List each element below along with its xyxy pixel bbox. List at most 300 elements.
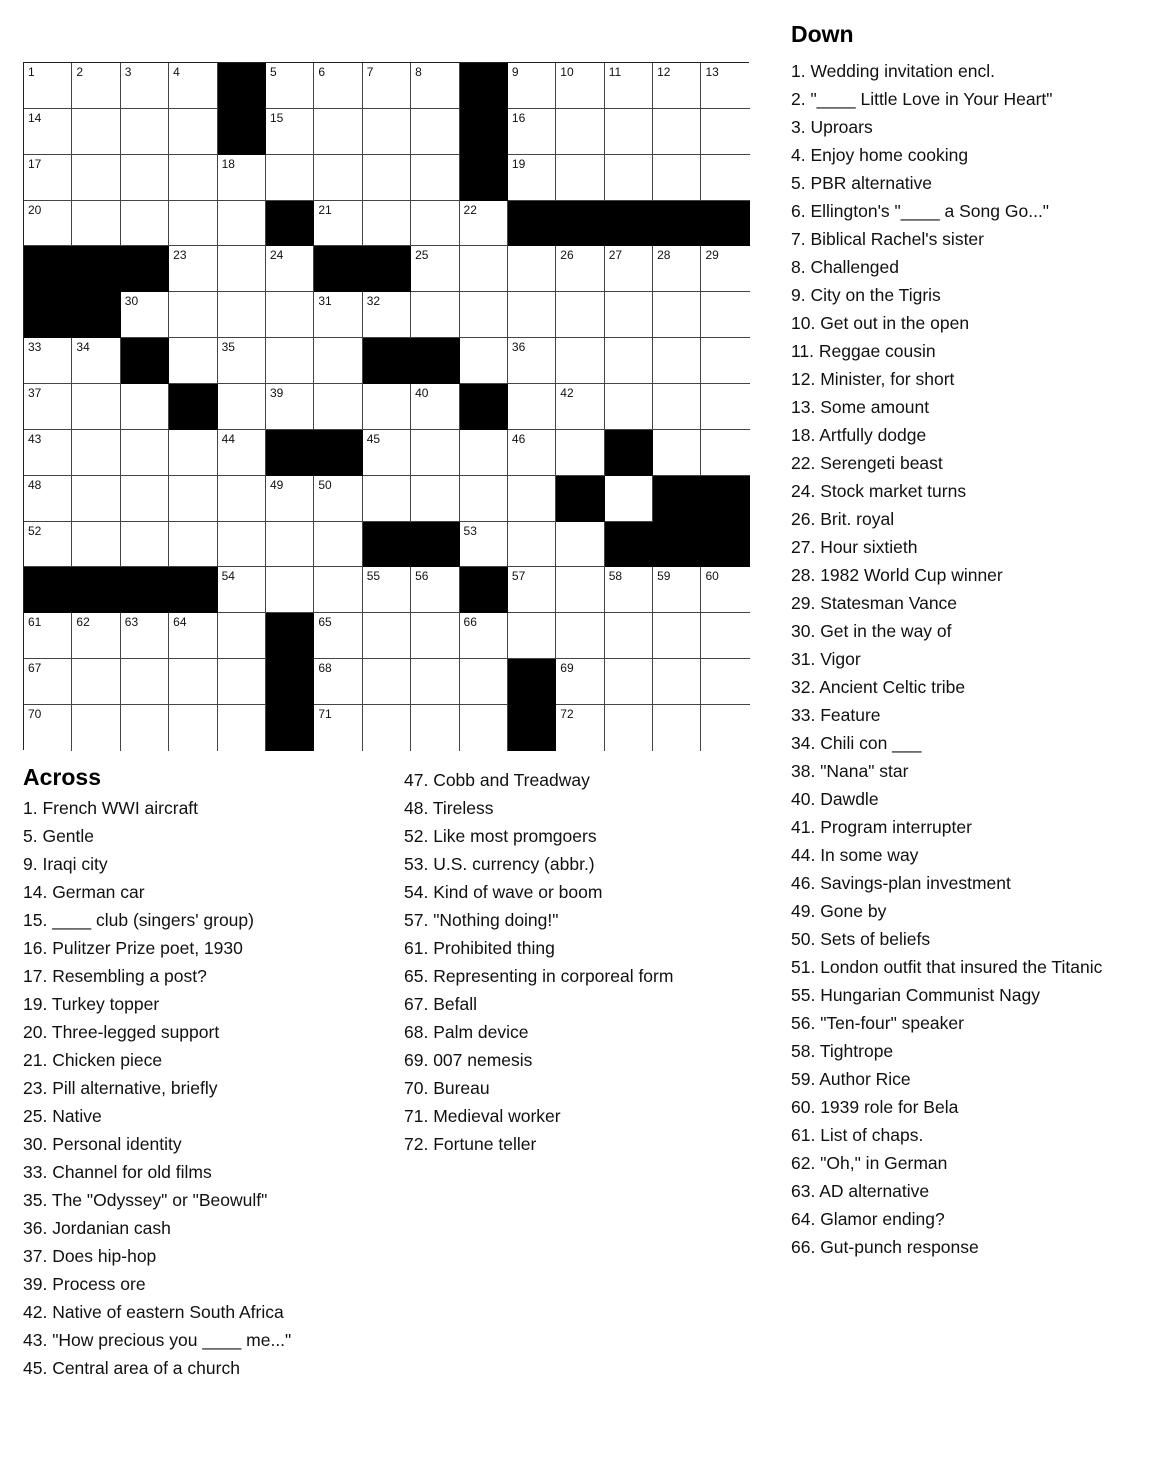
clue-item: 5. Gentle bbox=[23, 826, 95, 846]
clue-item: 24. Stock market turns bbox=[791, 481, 967, 501]
grid-cell[interactable] bbox=[314, 292, 362, 338]
grid-cell[interactable] bbox=[169, 613, 217, 659]
grid-cell[interactable] bbox=[508, 63, 556, 109]
grid-cell[interactable] bbox=[266, 292, 314, 338]
grid-cell[interactable] bbox=[121, 63, 169, 109]
grid-cell[interactable] bbox=[556, 659, 604, 705]
cell-number: 26 bbox=[560, 248, 574, 263]
grid-cell[interactable] bbox=[460, 292, 508, 338]
cell-number: 19 bbox=[511, 156, 526, 171]
grid-cell[interactable] bbox=[24, 705, 72, 751]
grid-cell[interactable] bbox=[556, 705, 604, 751]
grid-cell[interactable] bbox=[314, 522, 362, 568]
grid-cell[interactable] bbox=[508, 522, 556, 568]
clue-item: 45. Central area of a church bbox=[23, 1358, 240, 1378]
grid-cell[interactable] bbox=[72, 705, 120, 751]
grid-block-cell bbox=[653, 476, 701, 522]
grid-block-cell bbox=[24, 292, 72, 338]
clue-item: 11. Reggae cousin bbox=[791, 341, 936, 361]
clue-item: 19. Turkey topper bbox=[23, 994, 160, 1014]
grid-cell[interactable] bbox=[411, 705, 459, 751]
cell-number: 52 bbox=[28, 523, 42, 538]
grid-block-cell bbox=[460, 155, 508, 201]
clue-item: 44. In some way bbox=[791, 845, 919, 865]
clue-item: 13. Some amount bbox=[791, 397, 930, 417]
clue-item: 33. Feature bbox=[791, 705, 881, 725]
cell-number: 57 bbox=[511, 569, 526, 584]
grid-cell[interactable] bbox=[653, 659, 701, 705]
grid-cell[interactable] bbox=[556, 567, 604, 613]
grid-cell[interactable] bbox=[411, 430, 459, 476]
grid-cell[interactable] bbox=[508, 567, 556, 613]
grid-cell[interactable] bbox=[314, 659, 362, 705]
grid-block-cell bbox=[314, 430, 362, 476]
grid-cell[interactable] bbox=[411, 613, 459, 659]
grid-cell[interactable] bbox=[653, 567, 701, 613]
clue-item: 56. "Ten-four" speaker bbox=[791, 1013, 964, 1033]
grid-cell[interactable] bbox=[169, 705, 217, 751]
grid-cell[interactable] bbox=[121, 659, 169, 705]
grid-cell[interactable] bbox=[169, 338, 217, 384]
grid-cell[interactable] bbox=[218, 613, 266, 659]
cell-number: 1 bbox=[28, 65, 35, 79]
grid-cell[interactable] bbox=[218, 201, 266, 247]
grid-cell[interactable] bbox=[266, 155, 314, 201]
grid-cell[interactable] bbox=[314, 705, 362, 751]
clue-item: 40. Dawdle bbox=[791, 789, 879, 809]
cell-number: 64 bbox=[173, 615, 187, 630]
grid-cell[interactable] bbox=[121, 384, 169, 430]
grid-cell[interactable] bbox=[701, 430, 749, 476]
grid-cell[interactable] bbox=[363, 201, 411, 247]
clue-item: 60. 1939 role for Bela bbox=[791, 1097, 959, 1117]
grid-cell[interactable] bbox=[508, 430, 556, 476]
grid-cell[interactable] bbox=[72, 522, 120, 568]
across-clues-column-1 bbox=[23, 794, 291, 1382]
grid-cell[interactable] bbox=[314, 384, 362, 430]
cell-number: 60 bbox=[705, 569, 719, 584]
grid-cell[interactable] bbox=[701, 384, 749, 430]
grid-block-cell bbox=[218, 63, 266, 109]
cell-number: 17 bbox=[28, 156, 42, 171]
grid-block-cell bbox=[508, 705, 556, 751]
grid-cell[interactable] bbox=[121, 109, 169, 155]
cell-number: 35 bbox=[221, 340, 235, 355]
grid-cell[interactable] bbox=[508, 109, 556, 155]
grid-cell[interactable] bbox=[556, 109, 604, 155]
grid-cell[interactable] bbox=[363, 705, 411, 751]
grid-cell[interactable] bbox=[411, 63, 459, 109]
grid-cell[interactable] bbox=[605, 292, 653, 338]
grid-cell[interactable] bbox=[363, 613, 411, 659]
grid-cell[interactable] bbox=[653, 384, 701, 430]
clue-item: 28. 1982 World Cup winner bbox=[791, 565, 1003, 585]
grid-cell[interactable] bbox=[314, 476, 362, 522]
grid-cell[interactable] bbox=[605, 567, 653, 613]
grid-cell[interactable] bbox=[121, 522, 169, 568]
grid-cell[interactable] bbox=[218, 384, 266, 430]
cell-number: 32 bbox=[366, 294, 381, 309]
grid-cell[interactable] bbox=[460, 705, 508, 751]
cell-number: 71 bbox=[318, 707, 332, 722]
grid-cell[interactable] bbox=[169, 63, 217, 109]
grid-cell[interactable] bbox=[266, 246, 314, 292]
clue-item: 70. Bureau bbox=[404, 1078, 490, 1098]
grid-cell[interactable] bbox=[701, 155, 749, 201]
grid-cell[interactable] bbox=[72, 201, 120, 247]
grid-cell[interactable] bbox=[314, 109, 362, 155]
grid-cell[interactable] bbox=[24, 338, 72, 384]
clue-item: 16. Pulitzer Prize poet, 1930 bbox=[23, 938, 243, 958]
grid-cell[interactable] bbox=[218, 659, 266, 705]
grid-cell[interactable] bbox=[411, 155, 459, 201]
grid-cell[interactable] bbox=[411, 109, 459, 155]
grid-cell[interactable] bbox=[121, 430, 169, 476]
puzzle-title-cropped bbox=[30, 30, 410, 46]
grid-cell[interactable] bbox=[411, 567, 459, 613]
grid-block-cell bbox=[266, 430, 314, 476]
cell-number: 33 bbox=[28, 340, 42, 355]
grid-cell[interactable] bbox=[701, 705, 749, 751]
grid-cell[interactable] bbox=[121, 613, 169, 659]
grid-cell[interactable] bbox=[24, 522, 72, 568]
grid-cell[interactable] bbox=[169, 476, 217, 522]
grid-cell[interactable] bbox=[314, 155, 362, 201]
grid-cell[interactable] bbox=[556, 430, 604, 476]
grid-cell[interactable] bbox=[169, 155, 217, 201]
cell-number: 11 bbox=[608, 65, 622, 79]
grid-cell[interactable] bbox=[508, 338, 556, 384]
grid-cell[interactable] bbox=[218, 705, 266, 751]
cell-number: 7 bbox=[366, 65, 374, 79]
grid-cell[interactable] bbox=[266, 384, 314, 430]
grid-cell[interactable] bbox=[24, 384, 72, 430]
grid-block-cell bbox=[266, 705, 314, 751]
grid-cell[interactable] bbox=[218, 522, 266, 568]
grid-cell[interactable] bbox=[605, 384, 653, 430]
grid-cell[interactable] bbox=[169, 201, 217, 247]
grid-block-cell bbox=[411, 522, 459, 568]
grid-cell[interactable] bbox=[556, 292, 604, 338]
grid-cell[interactable] bbox=[24, 613, 72, 659]
grid-cell[interactable] bbox=[653, 63, 701, 109]
cell-number: 28 bbox=[657, 248, 671, 263]
cell-number: 50 bbox=[318, 477, 332, 492]
clue-item: 22. Serengeti beast bbox=[791, 453, 943, 473]
cell-number: 46 bbox=[511, 431, 526, 446]
cell-number: 8 bbox=[415, 65, 422, 79]
clue-item: 35. The "Odyssey" or "Beowulf" bbox=[23, 1190, 268, 1210]
grid-cell[interactable] bbox=[653, 613, 701, 659]
grid-cell[interactable] bbox=[72, 430, 120, 476]
clue-item: 2. "____ Little Love in Your Heart" bbox=[791, 89, 1053, 109]
clue-item: 69. 007 nemesis bbox=[404, 1050, 533, 1070]
grid-cell[interactable] bbox=[363, 109, 411, 155]
cell-number: 36 bbox=[511, 340, 526, 355]
grid-cell[interactable] bbox=[701, 109, 749, 155]
grid-block-cell bbox=[460, 109, 508, 155]
clue-item: 64. Glamor ending? bbox=[791, 1209, 945, 1229]
grid-cell[interactable] bbox=[605, 246, 653, 292]
grid-block-cell bbox=[556, 201, 604, 247]
clue-item: 27. Hour sixtieth bbox=[791, 537, 918, 557]
grid-cell[interactable] bbox=[266, 522, 314, 568]
grid-block-cell bbox=[460, 63, 508, 109]
clue-item: 30. Get in the way of bbox=[791, 621, 952, 641]
grid-cell[interactable] bbox=[653, 430, 701, 476]
clue-item: 12. Minister, for short bbox=[791, 369, 955, 389]
grid-cell[interactable] bbox=[701, 63, 749, 109]
grid-cell[interactable] bbox=[266, 338, 314, 384]
clue-item: 71. Medieval worker bbox=[404, 1106, 561, 1126]
grid-cell[interactable] bbox=[701, 567, 749, 613]
grid-cell[interactable] bbox=[363, 384, 411, 430]
grid-cell[interactable] bbox=[460, 338, 508, 384]
grid-cell[interactable] bbox=[508, 476, 556, 522]
cell-number: 45 bbox=[366, 431, 381, 446]
grid-cell[interactable] bbox=[218, 567, 266, 613]
grid-block-cell bbox=[314, 246, 362, 292]
grid-cell[interactable] bbox=[72, 476, 120, 522]
grid-cell[interactable] bbox=[701, 246, 749, 292]
grid-block-cell bbox=[24, 246, 72, 292]
grid-cell[interactable] bbox=[411, 201, 459, 247]
clue-item: 43. "How precious you ____ me..." bbox=[23, 1330, 292, 1350]
cell-number: 49 bbox=[269, 477, 284, 492]
grid-cell[interactable] bbox=[266, 567, 314, 613]
grid-cell[interactable] bbox=[653, 155, 701, 201]
grid-cell[interactable] bbox=[24, 63, 72, 109]
grid-cell[interactable] bbox=[556, 613, 604, 659]
cell-number: 43 bbox=[28, 431, 42, 446]
grid-cell[interactable] bbox=[411, 476, 459, 522]
grid-cell[interactable] bbox=[24, 430, 72, 476]
grid-cell[interactable] bbox=[72, 613, 120, 659]
grid-cell[interactable] bbox=[411, 292, 459, 338]
grid-cell[interactable] bbox=[266, 476, 314, 522]
clue-item: 38. "Nana" star bbox=[791, 761, 909, 781]
grid-block-cell bbox=[605, 430, 653, 476]
grid-cell[interactable] bbox=[605, 63, 653, 109]
grid-block-cell bbox=[605, 201, 653, 247]
cell-number: 72 bbox=[560, 707, 574, 722]
cell-number: 2 bbox=[76, 65, 84, 79]
cell-number: 15 bbox=[269, 110, 284, 125]
grid-cell[interactable] bbox=[653, 338, 701, 384]
grid-cell[interactable] bbox=[653, 705, 701, 751]
clue-item: 65. Representing in corporeal form bbox=[404, 966, 674, 986]
grid-cell[interactable] bbox=[363, 567, 411, 613]
grid-cell[interactable] bbox=[314, 63, 362, 109]
cell-number: 31 bbox=[318, 294, 332, 309]
clue-item: 9. City on the Tigris bbox=[791, 285, 941, 305]
grid-cell[interactable] bbox=[508, 613, 556, 659]
grid-cell[interactable] bbox=[363, 292, 411, 338]
grid-cell[interactable] bbox=[556, 338, 604, 384]
grid-cell[interactable] bbox=[24, 201, 72, 247]
grid-cell[interactable] bbox=[701, 292, 749, 338]
cell-number: 68 bbox=[318, 661, 332, 676]
grid-cell[interactable] bbox=[363, 63, 411, 109]
grid-block-cell bbox=[605, 522, 653, 568]
clue-item: 46. Savings-plan investment bbox=[791, 873, 1011, 893]
grid-cell[interactable] bbox=[605, 476, 653, 522]
grid-cell[interactable] bbox=[121, 155, 169, 201]
grid-cell[interactable] bbox=[314, 338, 362, 384]
grid-cell[interactable] bbox=[121, 705, 169, 751]
cell-number: 54 bbox=[221, 569, 235, 584]
clue-item: 25. Native bbox=[23, 1106, 102, 1126]
grid-cell[interactable] bbox=[169, 659, 217, 705]
clue-item: 33. Channel for old films bbox=[23, 1162, 212, 1182]
cell-number: 62 bbox=[76, 615, 90, 630]
grid-cell[interactable] bbox=[24, 155, 72, 201]
grid-block-cell bbox=[169, 567, 217, 613]
grid-cell[interactable] bbox=[556, 155, 604, 201]
cell-number: 13 bbox=[705, 65, 719, 79]
grid-cell[interactable] bbox=[169, 430, 217, 476]
grid-cell[interactable] bbox=[24, 476, 72, 522]
cell-number: 20 bbox=[28, 202, 42, 217]
grid-cell[interactable] bbox=[121, 201, 169, 247]
grid-cell[interactable] bbox=[72, 338, 120, 384]
down-clues-list bbox=[791, 57, 1102, 1261]
clue-item: 14. German car bbox=[23, 882, 145, 902]
grid-cell[interactable] bbox=[460, 246, 508, 292]
clue-item: 47. Cobb and Treadway bbox=[404, 770, 590, 790]
grid-cell[interactable] bbox=[72, 109, 120, 155]
cell-number: 37 bbox=[28, 386, 42, 401]
grid-cell[interactable] bbox=[556, 246, 604, 292]
grid-block-cell bbox=[218, 109, 266, 155]
grid-cell[interactable] bbox=[605, 659, 653, 705]
grid-cell[interactable] bbox=[72, 63, 120, 109]
clue-item: 5. PBR alternative bbox=[791, 173, 933, 193]
grid-cell[interactable] bbox=[605, 109, 653, 155]
grid-block-cell bbox=[556, 476, 604, 522]
grid-cell[interactable] bbox=[218, 430, 266, 476]
grid-cell[interactable] bbox=[72, 155, 120, 201]
grid-cell[interactable] bbox=[701, 659, 749, 705]
clue-item: 20. Three-legged support bbox=[23, 1022, 220, 1042]
grid-cell[interactable] bbox=[218, 338, 266, 384]
clue-item: 52. Like most promgoers bbox=[404, 826, 597, 846]
grid-block-cell bbox=[266, 613, 314, 659]
grid-cell[interactable] bbox=[363, 659, 411, 705]
grid-block-cell bbox=[121, 246, 169, 292]
grid-cell[interactable] bbox=[363, 430, 411, 476]
grid-cell[interactable] bbox=[314, 201, 362, 247]
grid-block-cell bbox=[363, 338, 411, 384]
grid-block-cell bbox=[653, 201, 701, 247]
clue-item: 57. "Nothing doing!" bbox=[404, 910, 559, 930]
grid-cell[interactable] bbox=[460, 659, 508, 705]
grid-cell[interactable] bbox=[605, 155, 653, 201]
clue-item: 59. Author Rice bbox=[791, 1069, 911, 1089]
clue-item: 39. Process ore bbox=[23, 1274, 146, 1294]
grid-block-cell bbox=[460, 567, 508, 613]
grid-cell[interactable] bbox=[460, 613, 508, 659]
grid-block-cell bbox=[508, 201, 556, 247]
grid-cell[interactable] bbox=[701, 338, 749, 384]
grid-cell[interactable] bbox=[72, 384, 120, 430]
grid-cell[interactable] bbox=[169, 522, 217, 568]
clue-item: 8. Challenged bbox=[791, 257, 899, 277]
grid-cell[interactable] bbox=[508, 246, 556, 292]
grid-cell[interactable] bbox=[363, 476, 411, 522]
grid-cell[interactable] bbox=[121, 292, 169, 338]
grid-cell[interactable] bbox=[24, 659, 72, 705]
grid-cell[interactable] bbox=[218, 246, 266, 292]
cell-number: 24 bbox=[269, 248, 284, 263]
grid-cell[interactable] bbox=[508, 384, 556, 430]
grid-cell[interactable] bbox=[169, 109, 217, 155]
grid-cell[interactable] bbox=[218, 476, 266, 522]
across-heading: Across bbox=[23, 764, 101, 790]
grid-cell[interactable] bbox=[411, 384, 459, 430]
grid-cell[interactable] bbox=[314, 613, 362, 659]
grid-cell[interactable] bbox=[72, 659, 120, 705]
grid-cell[interactable] bbox=[169, 246, 217, 292]
grid-cell[interactable] bbox=[605, 705, 653, 751]
grid-cell[interactable] bbox=[605, 338, 653, 384]
grid-cell[interactable] bbox=[556, 63, 604, 109]
grid-cell[interactable] bbox=[508, 155, 556, 201]
clue-item: 21. Chicken piece bbox=[23, 1050, 163, 1070]
grid-cell[interactable] bbox=[653, 246, 701, 292]
grid-cell[interactable] bbox=[653, 109, 701, 155]
grid-cell[interactable] bbox=[411, 246, 459, 292]
grid-cell[interactable] bbox=[605, 613, 653, 659]
clue-item: 6. Ellington's "____ a Song Go..." bbox=[791, 201, 1050, 221]
grid-cell[interactable] bbox=[508, 292, 556, 338]
clue-item: 48. Tireless bbox=[404, 798, 494, 818]
grid-cell[interactable] bbox=[460, 201, 508, 247]
clue-item: 17. Resembling a post? bbox=[23, 966, 207, 986]
grid-cell[interactable] bbox=[218, 155, 266, 201]
cell-number: 44 bbox=[221, 431, 235, 446]
grid-cell[interactable] bbox=[556, 384, 604, 430]
grid-cell[interactable] bbox=[121, 476, 169, 522]
grid-cell[interactable] bbox=[653, 292, 701, 338]
cell-number: 16 bbox=[511, 110, 526, 125]
cell-number: 12 bbox=[657, 65, 671, 79]
clue-item: 4. Enjoy home cooking bbox=[791, 145, 969, 165]
grid-cell[interactable] bbox=[266, 109, 314, 155]
clue-item: 51. London outfit that insured the Titanic bbox=[791, 957, 1103, 977]
grid-cell[interactable] bbox=[266, 63, 314, 109]
clue-item: 30. Personal identity bbox=[23, 1134, 182, 1154]
grid-cell[interactable] bbox=[24, 109, 72, 155]
clue-item: 41. Program interrupter bbox=[791, 817, 972, 837]
grid-cell[interactable] bbox=[460, 430, 508, 476]
grid-block-cell bbox=[121, 567, 169, 613]
grid-cell[interactable] bbox=[460, 476, 508, 522]
cell-number: 29 bbox=[705, 248, 719, 263]
grid-block-cell bbox=[72, 292, 120, 338]
grid-cell[interactable] bbox=[363, 155, 411, 201]
cell-number: 27 bbox=[608, 248, 623, 263]
grid-block-cell bbox=[266, 201, 314, 247]
grid-cell[interactable] bbox=[169, 292, 217, 338]
grid-cell[interactable] bbox=[411, 659, 459, 705]
grid-cell[interactable] bbox=[314, 567, 362, 613]
grid-cell[interactable] bbox=[460, 522, 508, 568]
cell-number: 39 bbox=[269, 386, 284, 401]
grid-cell[interactable] bbox=[701, 613, 749, 659]
grid-cell[interactable] bbox=[218, 292, 266, 338]
grid-cell[interactable] bbox=[556, 522, 604, 568]
